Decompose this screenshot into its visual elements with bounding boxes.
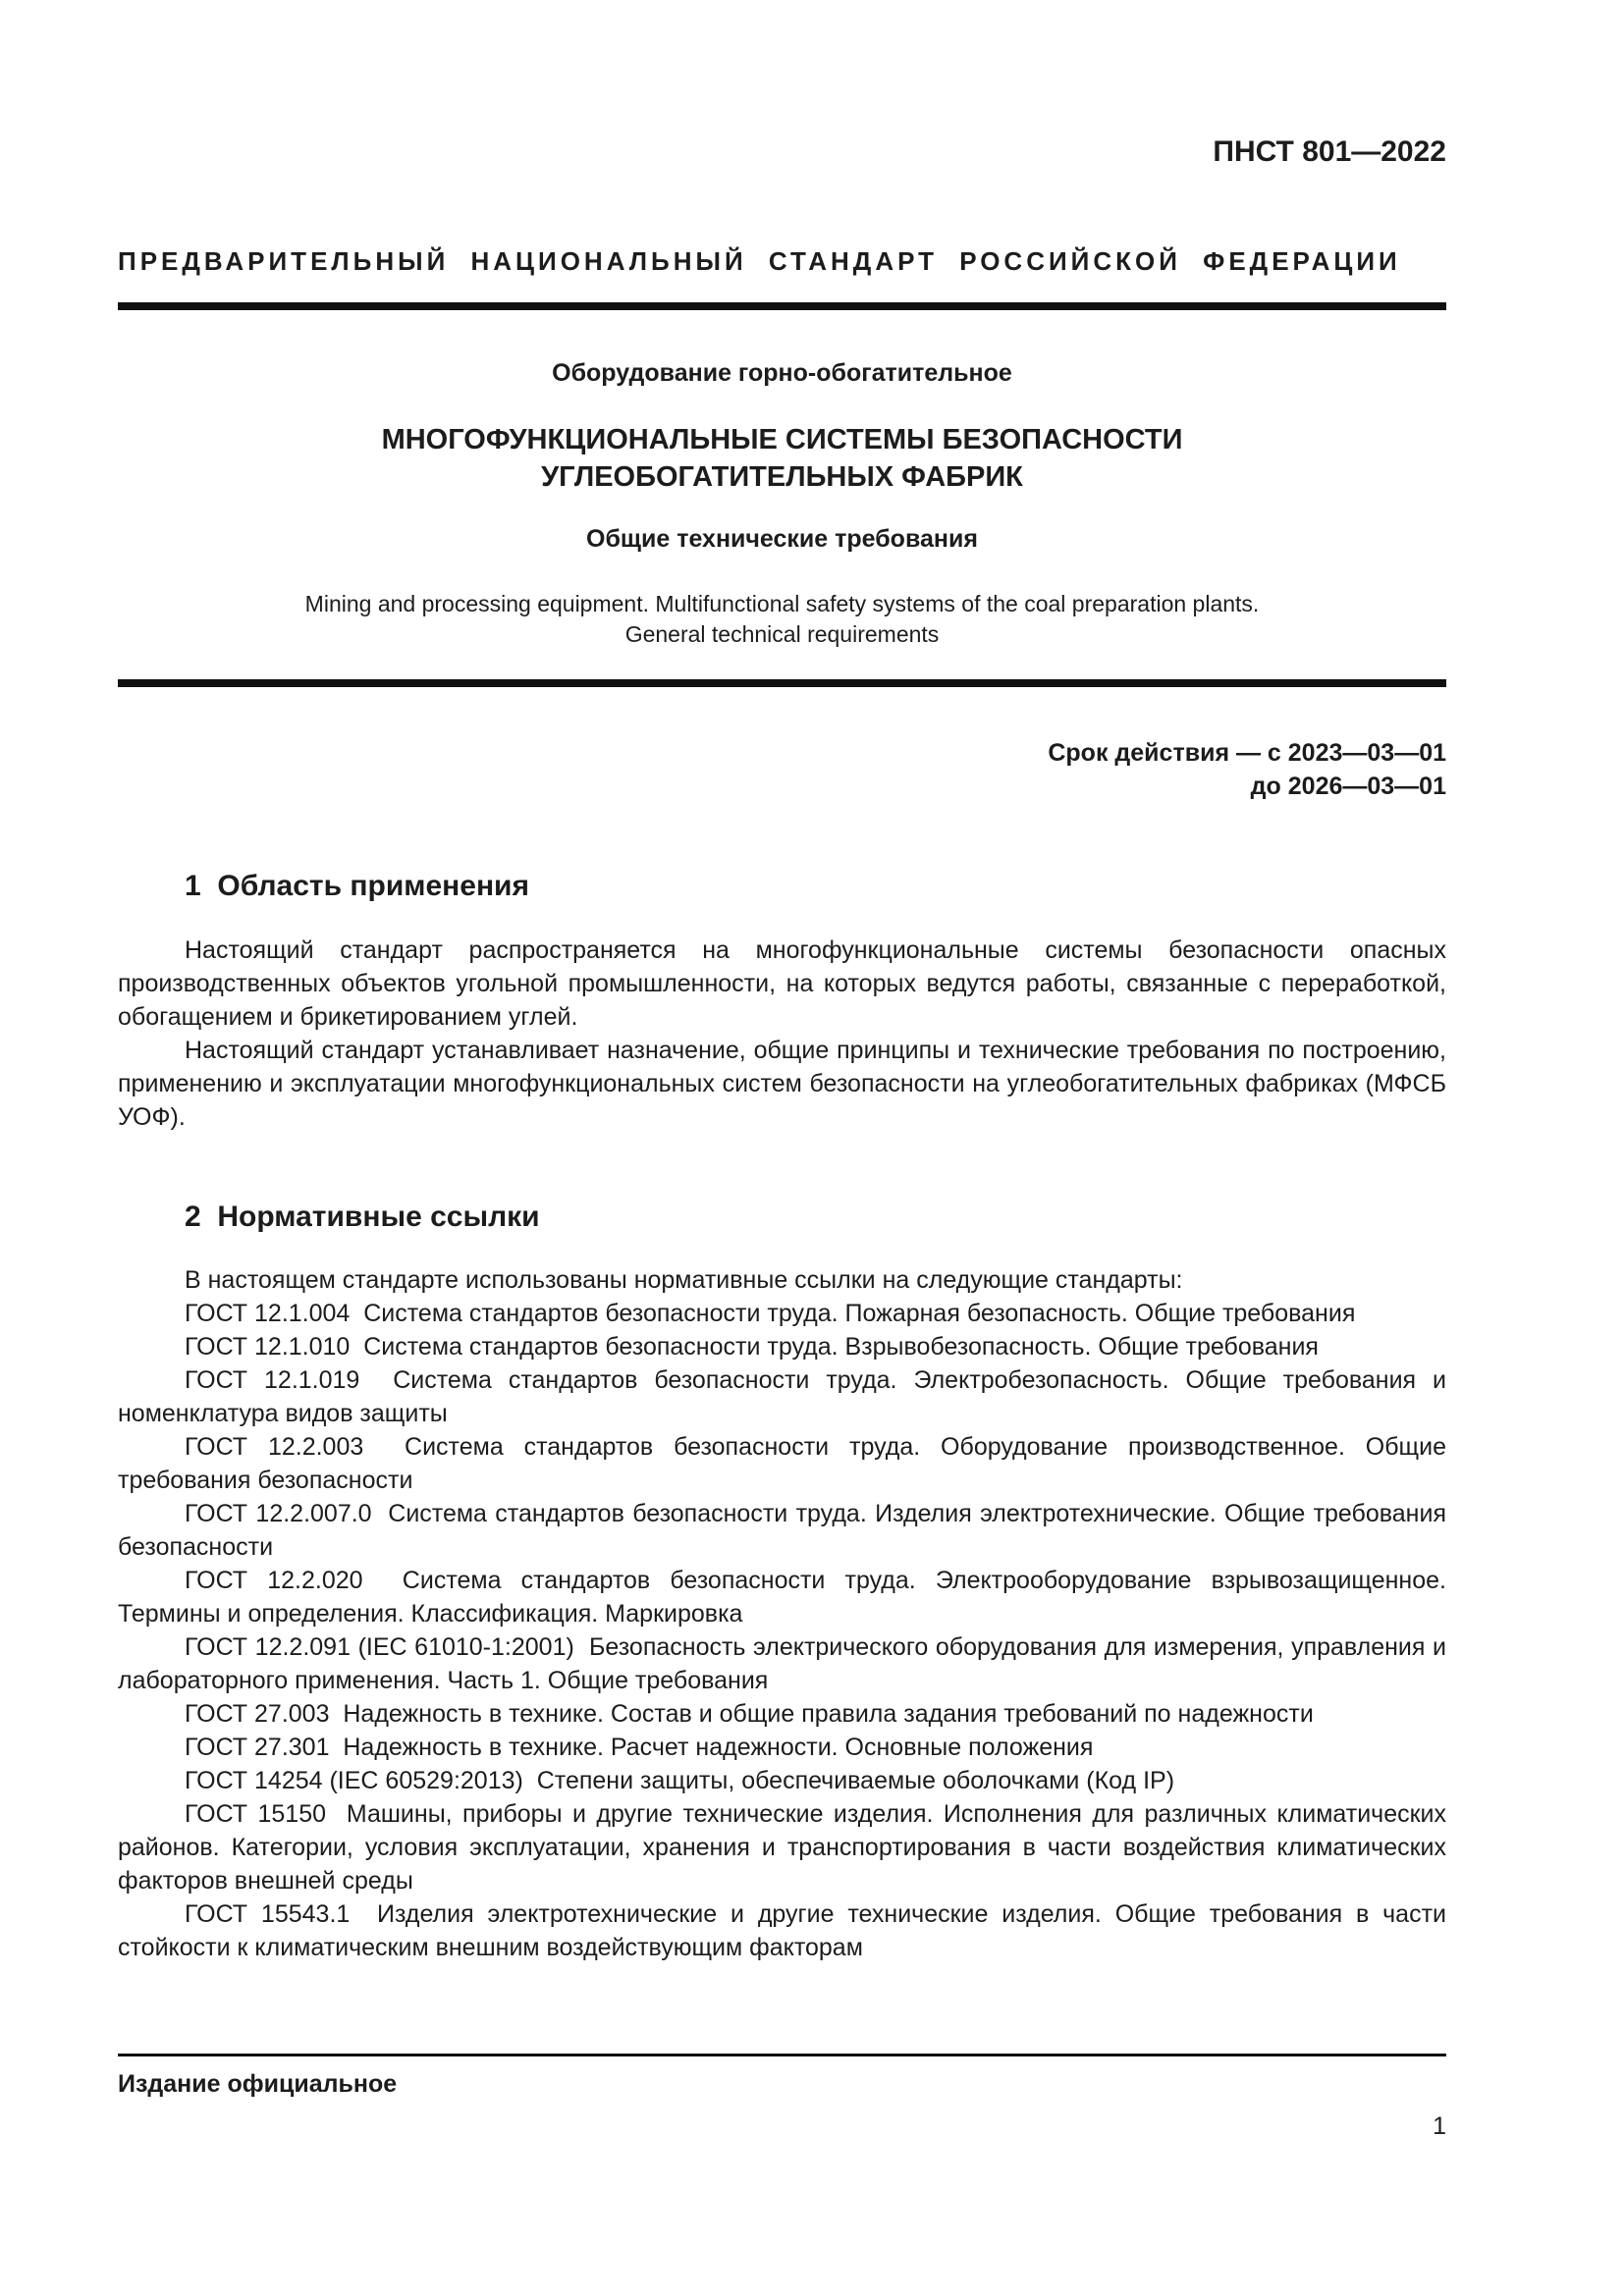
title-english-line2: General technical requirements: [624, 621, 940, 647]
title-english: [118, 589, 1446, 650]
header-divider: [118, 302, 1446, 310]
paragraph: ГОСТ 15543.1 Изделия электротехнические и другие технические изделия. Общие требования в части стойкости к климатическим внешним воздействующим факторам: [118, 1900, 1446, 1961]
paragraph: ГОСТ 12.1.010 Система стандартов безопасности труда. Взрывобезопасность. Общие требования: [185, 1333, 1319, 1361]
paragraph: Настоящий стандарт устанавливает назначение, общие принципы и технические требования по построению, применению и эксплуатации многофункциональных систем безопасности на углеобогатительных фабриках (МФСБ УОФ).: [118, 1036, 1446, 1131]
paragraph: ГОСТ 15150 Машины, приборы и другие технические изделия. Исполнения для различных климатических районов. Категории, условия эксплуатации, хранения и транспортирования в части воздействия климатических факторов внешней среды: [118, 1800, 1446, 1895]
paragraph: ГОСТ 12.2.007.0 Система стандартов безопасности труда. Изделия электротехнические. Общие требования безопасности: [118, 1500, 1446, 1561]
title-subtitle: Общие технические требования: [586, 525, 978, 553]
paragraph: ГОСТ 12.2.003 Система стандартов безопасности труда. Оборудование производственное. Общие требования безопасности: [118, 1433, 1446, 1494]
standard-type-banner: ПРЕДВАРИТЕЛЬНЫЙ НАЦИОНАЛЬНЫЙ СТАНДАРТ РОССИЙСКОЙ ФЕДЕРАЦИИ: [118, 246, 1401, 276]
section-2-body: [118, 1263, 1446, 1964]
page-number: 1: [1433, 2112, 1446, 2140]
paragraph: Настоящий стандарт распространяется на многофункциональные системы безопасности опасных производственных объектов угольной промышленности, на которых ведутся работы, связанные с переработкой, обогащением и брикетированием углей.: [118, 935, 1446, 1031]
validity-line1: Срок действия — с 2023—03—01: [1048, 739, 1446, 767]
edition-note: Издание официальное: [118, 2070, 398, 2098]
footer-divider: [118, 2054, 1446, 2056]
section-1-heading: 1 Область применения: [185, 870, 530, 902]
paragraph: ГОСТ 27.003 Надежность в технике. Состав и общие правила задания требований по надежности: [185, 1700, 1314, 1728]
validity-dates: [118, 736, 1446, 803]
validity-line2: до 2026—03—01: [1250, 773, 1446, 800]
paragraph: ГОСТ 12.1.019 Система стандартов безопасности труда. Электробезопасность. Общие требования и номенклатура видов защиты: [118, 1366, 1446, 1427]
paragraph: ГОСТ 27.301 Надежность в технике. Расчет надежности. Основные положения: [185, 1734, 1094, 1761]
section-1-body: [118, 934, 1446, 1134]
section-2-heading: 2 Нормативные ссылки: [185, 1200, 540, 1233]
paragraph: ГОСТ 14254 (IEC 60529:2013) Степени защиты, обеспечиваемые оболочками (Код IP): [185, 1767, 1175, 1794]
doc-number: ПНСТ 801—2022: [1213, 135, 1446, 168]
title-block: [118, 310, 1446, 650]
title-group: Оборудование горно-обогатительное: [552, 359, 1012, 387]
paragraph: ГОСТ 12.2.020 Система стандартов безопасности труда. Электрооборудование взрывозащищенное. Термины и определения. Классификация. Маркировка: [118, 1567, 1446, 1628]
title-divider: [118, 679, 1446, 687]
title-main-line2: УГЛЕОБОГАТИТЕЛЬНЫХ ФАБРИК: [541, 461, 1023, 493]
title-main: [118, 421, 1446, 496]
title-main-line1: МНОГОФУНКЦИОНАЛЬНЫЕ СИСТЕМЫ БЕЗОПАСНОСТИ: [381, 424, 1183, 455]
paragraph: ГОСТ 12.1.004 Система стандартов безопасности труда. Пожарная безопасность. Общие требования: [185, 1300, 1356, 1327]
page-footer: [118, 2054, 1446, 2141]
paragraph: ГОСТ 12.2.091 (IEC 61010-1:2001) Безопасность электрического оборудования для измерения, управления и лабораторного применения. Часть 1. Общие требования: [118, 1633, 1446, 1694]
paragraph: В настоящем стандарте использованы нормативные ссылки на следующие стандарты:: [185, 1266, 1183, 1294]
title-english-line1: Mining and processing equipment. Multifunctional safety systems of the coal preparation plants.: [304, 591, 1260, 616]
